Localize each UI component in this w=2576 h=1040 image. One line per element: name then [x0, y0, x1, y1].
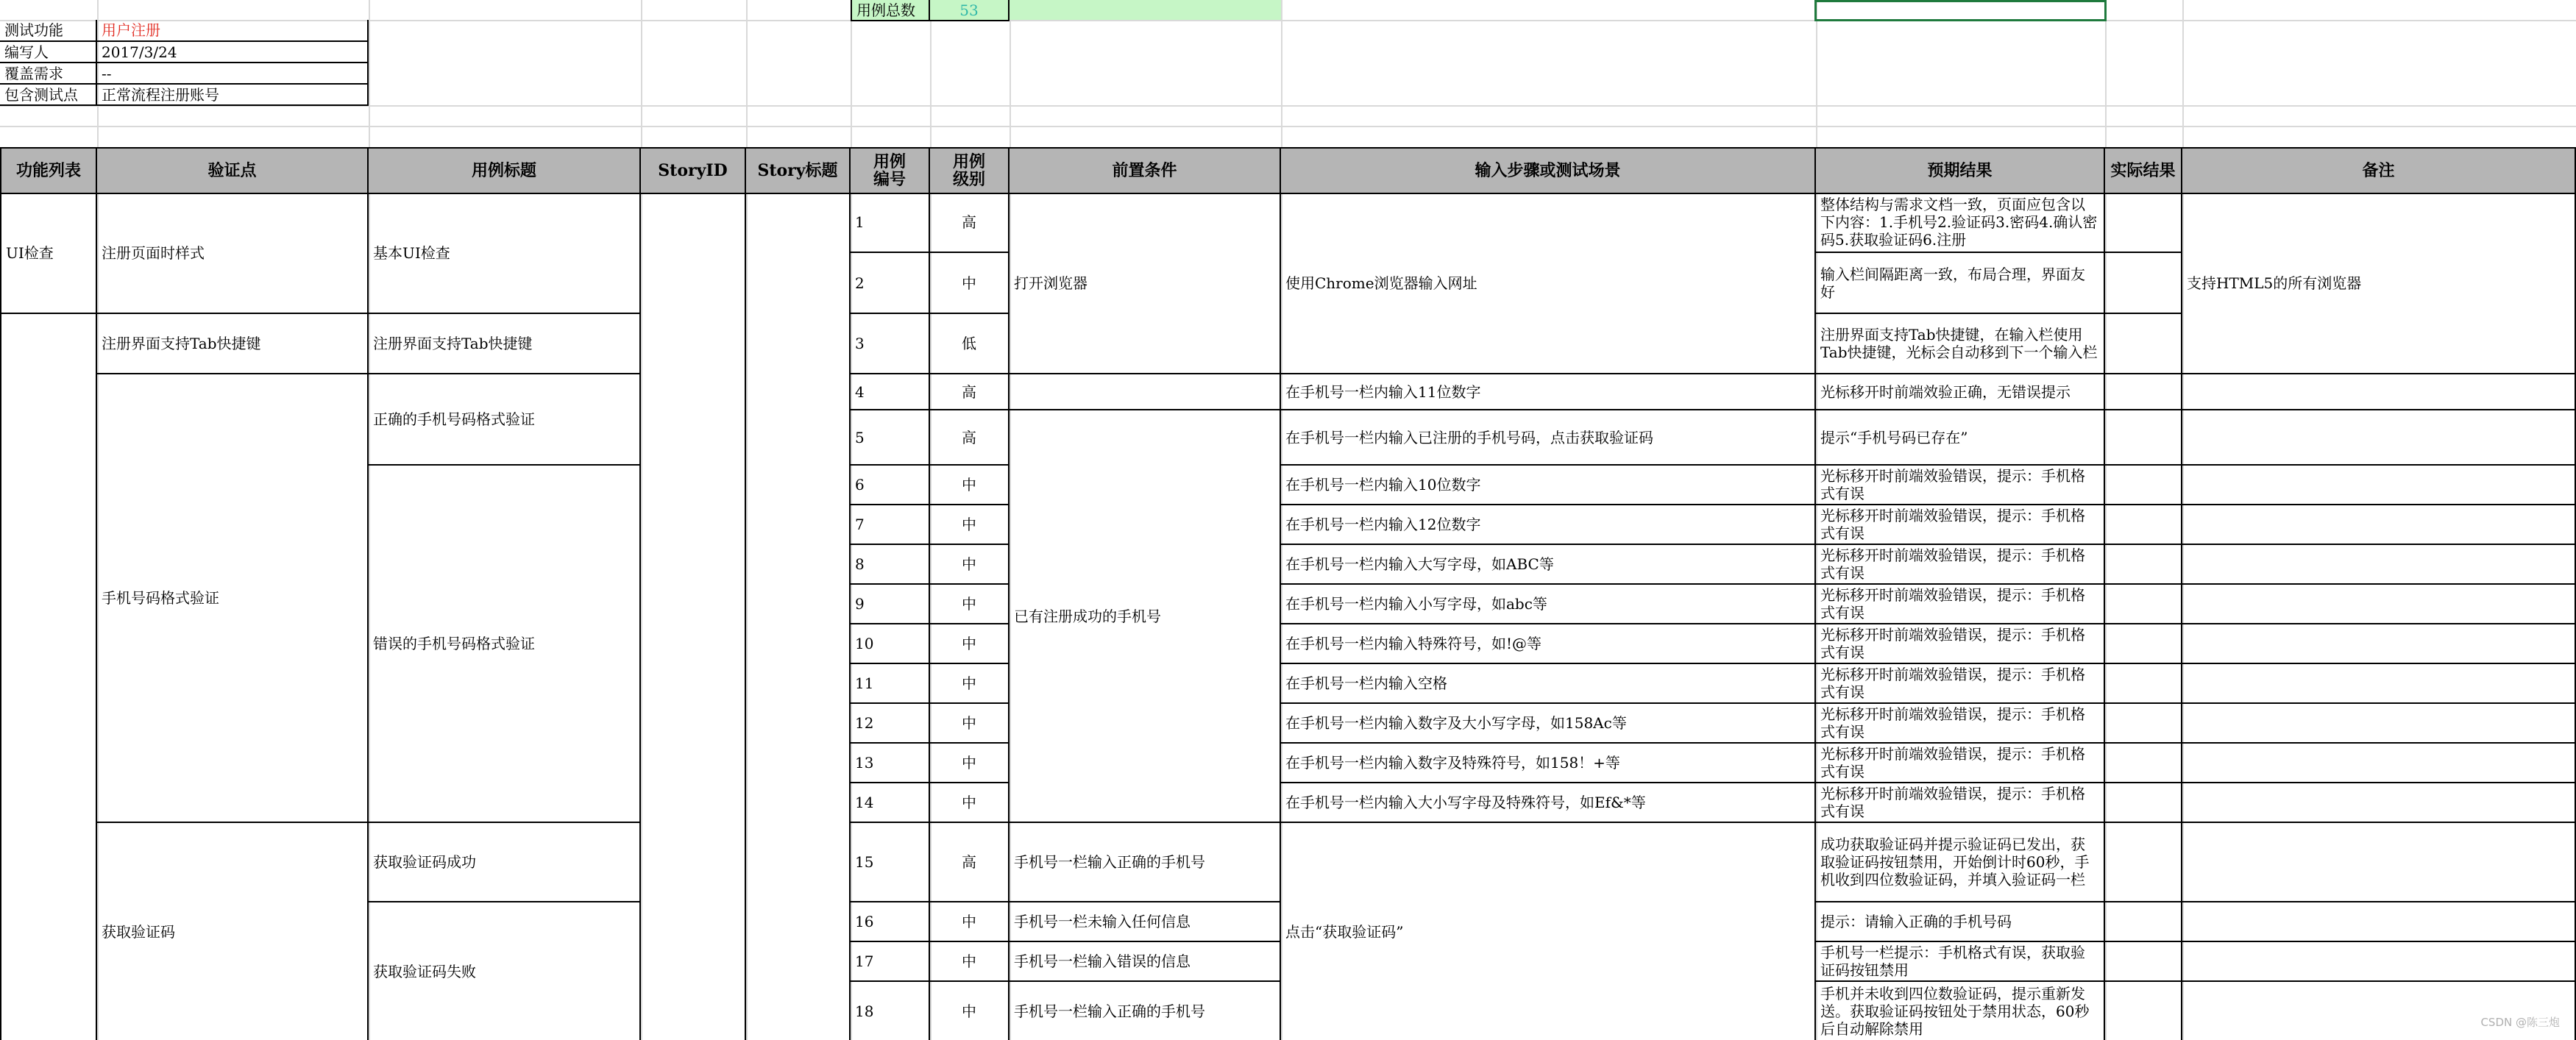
actual-cell[interactable]	[2105, 664, 2182, 704]
remark-cell[interactable]	[2182, 374, 2576, 410]
summary-fill	[1010, 0, 1281, 20]
verify-point-cell[interactable]: 注册界面支持Tab快捷键	[97, 314, 369, 374]
expected-cell[interactable]: 光标移开时前端效验错误，提示：手机格式有误	[1816, 505, 2105, 545]
case-id-cell[interactable]: 12	[851, 704, 930, 744]
header-remark: 备注	[2182, 149, 2576, 194]
expected-cell[interactable]: 光标移开时前端效验错误，提示：手机格式有误	[1816, 545, 2105, 585]
meta-value[interactable]: 用户注册	[97, 20, 369, 42]
case-id-cell[interactable]: 16	[851, 902, 930, 942]
verify-point-cell[interactable]: 注册页面时样式	[97, 193, 369, 314]
expected-cell[interactable]: 光标移开时前端效验错误，提示：手机格式有误	[1816, 704, 2105, 744]
actual-cell[interactable]	[2105, 902, 2182, 942]
expected-cell[interactable]: 成功获取验证码并提示验证码已发出，获取验证码按钮禁用，开始倒计时60秒，手机收到四位数验证码，并填入验证码一栏	[1816, 823, 2105, 902]
header-case-id: 用例 编号	[851, 149, 930, 194]
steps-cell[interactable]: 在手机号一栏内输入空格	[1281, 664, 1816, 704]
feature-cell[interactable]	[0, 314, 97, 1040]
case-id-cell[interactable]: 15	[851, 823, 930, 902]
case-title-cell[interactable]: 基本UI检查	[369, 193, 641, 314]
steps-cell[interactable]: 在手机号一栏内输入数字及大小写字母，如158Ac等	[1281, 704, 1816, 744]
remark-cell[interactable]	[2182, 466, 2576, 505]
case-id-cell[interactable]: 6	[851, 466, 930, 505]
case-level-cell[interactable]: 中	[930, 664, 1010, 704]
case-id-cell[interactable]: 8	[851, 545, 930, 585]
case-level-cell[interactable]: 中	[930, 942, 1010, 982]
expected-cell[interactable]: 光标移开时前端效验错误，提示：手机格式有误	[1816, 664, 2105, 704]
remark-cell[interactable]	[2182, 624, 2576, 664]
case-level-cell[interactable]: 高	[930, 410, 1010, 466]
case-id-cell[interactable]: 4	[851, 374, 930, 410]
remark-cell[interactable]	[2182, 982, 2576, 1040]
actual-cell[interactable]	[2105, 193, 2182, 253]
case-id-cell[interactable]: 11	[851, 664, 930, 704]
actual-cell[interactable]	[2105, 410, 2182, 466]
header-verify-point: 验证点	[97, 149, 369, 194]
story-title-cell[interactable]	[746, 193, 851, 1040]
actual-cell[interactable]	[2105, 585, 2182, 624]
case-level-cell[interactable]: 中	[930, 783, 1010, 823]
header-steps: 输入步骤或测试场景	[1281, 149, 1816, 194]
story-id-cell[interactable]	[641, 193, 746, 1040]
steps-cell[interactable]: 在手机号一栏内输入特殊符号，如!@等	[1281, 624, 1816, 664]
case-level-cell[interactable]: 低	[930, 314, 1010, 374]
case-id-cell[interactable]: 7	[851, 505, 930, 545]
remark-cell[interactable]	[2182, 823, 2576, 902]
case-level-cell[interactable]: 中	[930, 585, 1010, 624]
meta-value[interactable]: --	[97, 63, 369, 85]
meta-label: 覆盖需求	[0, 63, 97, 85]
actual-cell[interactable]	[2105, 783, 2182, 823]
case-level-cell[interactable]: 中	[930, 744, 1010, 783]
case-level-cell[interactable]: 中	[930, 902, 1010, 942]
case-level-cell[interactable]: 中	[930, 545, 1010, 585]
expected-cell[interactable]: 光标移开时前端效验错误，提示：手机格式有误	[1816, 466, 2105, 505]
case-level-cell[interactable]: 中	[930, 982, 1010, 1040]
case-id-cell[interactable]: 1	[851, 193, 930, 253]
actual-cell[interactable]	[2105, 374, 2182, 410]
total-cases-value: 53	[930, 0, 1010, 21]
steps-cell[interactable]: 在手机号一栏内输入已注册的手机号码，点击获取验证码	[1281, 410, 1816, 466]
expected-cell[interactable]: 提示“手机号码已存在”	[1816, 410, 2105, 466]
total-cases-label: 用例总数	[851, 0, 930, 21]
precondition-cell[interactable]: 手机号一栏输入正确的手机号	[1010, 823, 1281, 902]
meta-label: 测试功能	[0, 20, 97, 42]
case-title-cell[interactable]: 注册界面支持Tab快捷键	[369, 314, 641, 374]
steps-cell[interactable]: 在手机号一栏内输入大写字母，如ABC等	[1281, 545, 1816, 585]
remark-cell[interactable]	[2182, 704, 2576, 744]
steps-cell[interactable]: 在手机号一栏内输入11位数字	[1281, 374, 1816, 410]
precondition-cell[interactable]: 手机号一栏输入错误的信息	[1010, 942, 1281, 982]
steps-cell[interactable]: 使用Chrome浏览器输入网址	[1281, 193, 1816, 374]
watermark: CSDN @陈三炮	[2480, 1016, 2560, 1029]
table-header	[0, 147, 2576, 193]
case-level-cell[interactable]: 高	[930, 193, 1010, 253]
steps-cell[interactable]: 点击“获取验证码”	[1281, 823, 1816, 1040]
actual-cell[interactable]	[2105, 314, 2182, 374]
remark-cell[interactable]	[2182, 585, 2576, 624]
remark-cell[interactable]	[2182, 410, 2576, 466]
actual-cell[interactable]	[2105, 704, 2182, 744]
actual-cell[interactable]	[2105, 942, 2182, 982]
case-level-cell[interactable]: 中	[930, 466, 1010, 505]
case-id-cell[interactable]: 13	[851, 744, 930, 783]
selected-cell[interactable]	[1814, 0, 2107, 21]
steps-cell[interactable]: 在手机号一栏内输入大小写字母及特殊符号，如Ef&*等	[1281, 783, 1816, 823]
expected-cell[interactable]: 注册界面支持Tab快捷键，在输入栏使用Tab快捷键，光标会自动移到下一个输入栏	[1816, 314, 2105, 374]
remark-cell[interactable]	[2182, 902, 2576, 942]
feature-cell[interactable]: UI检查	[0, 193, 97, 314]
meta-label: 包含测试点	[0, 85, 97, 106]
remark-cell[interactable]	[2182, 942, 2576, 982]
case-title-cell[interactable]: 获取验证码成功	[369, 823, 641, 902]
actual-cell[interactable]	[2105, 253, 2182, 314]
case-level-cell[interactable]: 中	[930, 253, 1010, 314]
remark-cell[interactable]	[2182, 783, 2576, 823]
expected-cell[interactable]: 手机号一栏提示：手机格式有误，获取验证码按钮禁用	[1816, 942, 2105, 982]
case-level-cell[interactable]: 高	[930, 823, 1010, 902]
expected-cell[interactable]: 输入栏间隔距离一致，布局合理，界面友好	[1816, 253, 2105, 314]
case-id-cell[interactable]: 9	[851, 585, 930, 624]
remark-cell[interactable]	[2182, 664, 2576, 704]
expected-cell[interactable]: 光标移开时前端效验错误，提示：手机格式有误	[1816, 744, 2105, 783]
case-level-cell[interactable]: 高	[930, 374, 1010, 410]
header-case-level: 用例 级别	[930, 149, 1010, 194]
remark-cell[interactable]: 支持HTML5的所有浏览器	[2182, 193, 2576, 374]
case-id-cell[interactable]: 17	[851, 942, 930, 982]
expected-cell[interactable]: 光标移开时前端效验错误，提示：手机格式有误	[1816, 585, 2105, 624]
case-level-cell[interactable]: 中	[930, 704, 1010, 744]
actual-cell[interactable]	[2105, 823, 2182, 902]
case-id-cell[interactable]: 3	[851, 314, 930, 374]
expected-cell[interactable]: 提示：请输入正确的手机号码	[1816, 902, 2105, 942]
header-feature: 功能列表	[0, 149, 97, 194]
case-id-cell[interactable]: 5	[851, 410, 930, 466]
header-story-id: StoryID	[641, 149, 746, 194]
remark-cell[interactable]	[2182, 505, 2576, 545]
precondition-cell[interactable]	[1010, 374, 1281, 410]
actual-cell[interactable]	[2105, 466, 2182, 505]
expected-cell[interactable]: 光标移开时前端效验正确，无错误提示	[1816, 374, 2105, 410]
precondition-cell[interactable]: 已有注册成功的手机号	[1010, 410, 1281, 823]
remark-cell[interactable]	[2182, 744, 2576, 783]
actual-cell[interactable]	[2105, 505, 2182, 545]
actual-cell[interactable]	[2105, 744, 2182, 783]
header-precondition: 前置条件	[1010, 149, 1281, 194]
expected-cell[interactable]: 整体结构与需求文档一致，页面应包含以下内容：1.手机号2.验证码3.密码4.确认密码5.获取验证码6.注册	[1816, 193, 2105, 253]
steps-cell[interactable]: 在手机号一栏内输入数字及特殊符号，如158！+等	[1281, 744, 1816, 783]
steps-cell[interactable]: 在手机号一栏内输入小写字母，如abc等	[1281, 585, 1816, 624]
meta-value[interactable]: 正常流程注册账号	[97, 85, 369, 106]
precondition-cell[interactable]: 打开浏览器	[1010, 193, 1281, 374]
case-id-cell[interactable]: 14	[851, 783, 930, 823]
actual-cell[interactable]	[2105, 982, 2182, 1040]
precondition-cell[interactable]: 手机号一栏输入正确的手机号	[1010, 982, 1281, 1040]
case-level-cell[interactable]: 中	[930, 505, 1010, 545]
meta-label: 编写人	[0, 42, 97, 63]
header-actual: 实际结果	[2105, 149, 2182, 194]
verify-point-cell[interactable]: 手机号码格式验证	[97, 374, 369, 823]
case-title-cell[interactable]: 正确的手机号码格式验证	[369, 374, 641, 466]
expected-cell[interactable]: 手机并未收到四位数验证码，提示重新发送。获取验证码按钮处于禁用状态，60秒后自动解除禁用	[1816, 982, 2105, 1040]
case-level-cell[interactable]: 中	[930, 624, 1010, 664]
remark-cell[interactable]	[2182, 545, 2576, 585]
case-id-cell[interactable]: 18	[851, 982, 930, 1040]
header-story-title: Story标题	[746, 149, 851, 194]
meta-value[interactable]: 2017/3/24	[97, 42, 369, 63]
precondition-cell[interactable]: 手机号一栏未输入任何信息	[1010, 902, 1281, 942]
expected-cell[interactable]: 光标移开时前端效验错误，提示：手机格式有误	[1816, 783, 2105, 823]
verify-point-cell[interactable]: 获取验证码	[97, 823, 369, 1040]
steps-cell[interactable]: 在手机号一栏内输入10位数字	[1281, 466, 1816, 505]
actual-cell[interactable]	[2105, 624, 2182, 664]
case-title-cell[interactable]: 获取验证码失败	[369, 902, 641, 1040]
case-title-cell[interactable]: 错误的手机号码格式验证	[369, 466, 641, 823]
case-id-cell[interactable]: 2	[851, 253, 930, 314]
header-expected: 预期结果	[1816, 149, 2105, 194]
header-case-title: 用例标题	[369, 149, 641, 194]
case-id-cell[interactable]: 10	[851, 624, 930, 664]
steps-cell[interactable]: 在手机号一栏内输入12位数字	[1281, 505, 1816, 545]
actual-cell[interactable]	[2105, 545, 2182, 585]
expected-cell[interactable]: 光标移开时前端效验错误，提示：手机格式有误	[1816, 624, 2105, 664]
